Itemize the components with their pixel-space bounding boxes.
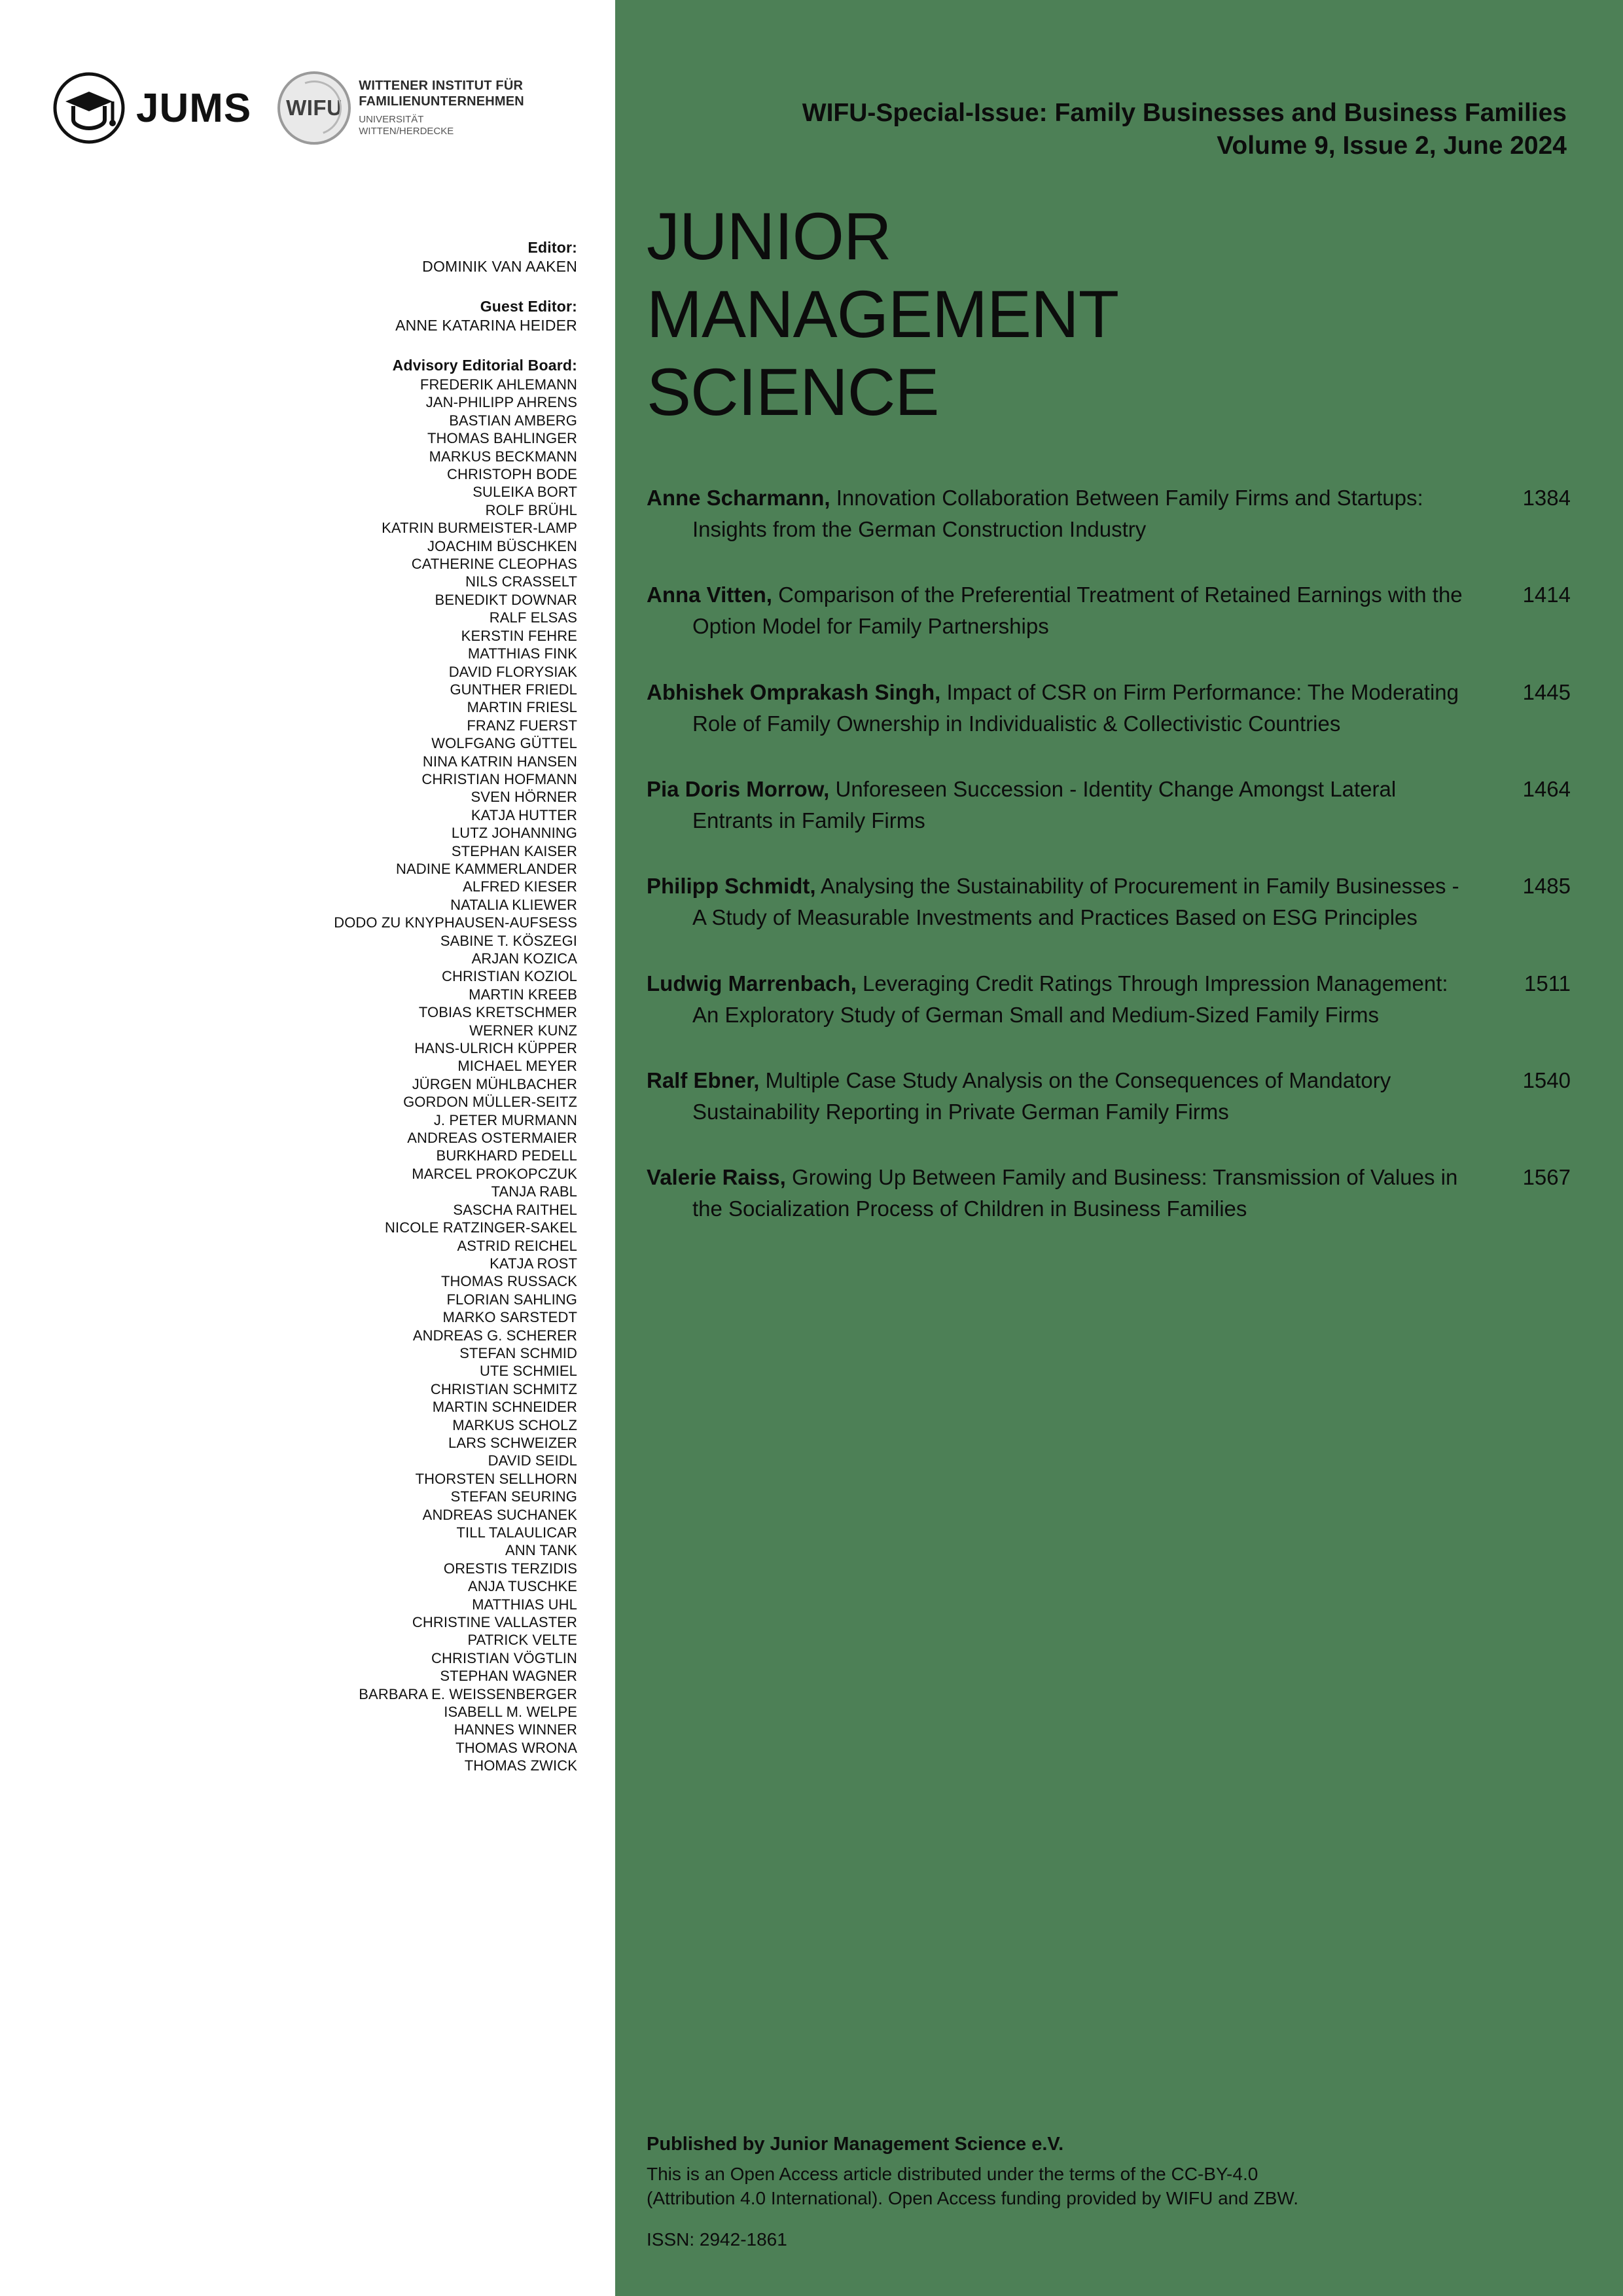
toc-entry-title: Innovation Collaboration Between Family Firms and Startups: Insights from the German Construction Industry [692,485,1423,542]
advisory-board-member: THORSTEN SELLHORN [415,1470,577,1487]
toc-entry-text [647,870,1492,933]
advisory-board-member: RALF ELSAS [489,609,577,626]
cover-footer [647,2134,1571,2250]
graduation-cap-icon [51,70,127,146]
wifu-line-4: WITTEN/HERDECKE [359,126,454,137]
advisory-board-member: GUNTHER FRIEDL [450,681,577,698]
table-of-contents [615,437,1623,1225]
toc-entry[interactable] [647,774,1571,836]
advisory-board-member: STEPHAN WAGNER [440,1668,577,1685]
toc-entry-text [647,677,1492,740]
journal-title-line-3: SCIENCE [647,354,939,429]
advisory-board-member: MARKUS BECKMANN [429,448,577,465]
advisory-board-member: MICHAEL MEYER [457,1058,577,1075]
toc-entry-title: Impact of CSR on Firm Performance: The Moderating Role of Family Ownership in Individualistic & Collectivistic Countries [692,679,1459,736]
advisory-board-member: JOACHIM BÜSCHKEN [427,537,577,554]
special-issue-title: WIFU-Special-Issue: Family Businesses and Business Families [802,99,1567,127]
editor-label: Editor: [527,239,577,256]
toc-entry-author: Ludwig Marrenbach, [647,971,857,996]
toc-entry[interactable] [647,579,1571,642]
advisory-board-member: THOMAS ZWICK [464,1757,577,1774]
advisory-board-member: CHRISTIAN VÖGTLIN [431,1649,577,1666]
advisory-board-member: PATRICK VELTE [467,1632,577,1649]
issn-line: ISSN: 2942-1861 [647,2229,787,2250]
toc-entry-page: 1567 [1522,1165,1571,1190]
advisory-board-member: SULEIKA BORT [473,484,577,501]
toc-entry-author: Anna Vitten, [647,583,772,607]
toc-entry-page: 1540 [1522,1067,1571,1092]
advisory-board-member: ANJA TUSCHKE [467,1578,577,1595]
toc-entry-author: Pia Doris Morrow, [647,776,830,801]
advisory-board-member: NATALIA KLIEWER [450,896,577,913]
advisory-board-member: JÜRGEN MÜHLBACHER [412,1075,577,1092]
advisory-board-member: CHRISTIAN HOFMANN [421,770,577,787]
advisory-board-member: KATJA HUTTER [471,806,577,823]
advisory-board-member: ORESTIS TERZIDIS [443,1560,577,1577]
toc-entry-text [647,1065,1492,1128]
advisory-board-member: DODO ZU KNYPHAUSEN-AUFSESS [334,914,577,931]
advisory-board-member: ANDREAS G. SCHERER [412,1327,577,1344]
advisory-board-member: SASCHA RAITHEL [453,1201,577,1218]
advisory-board-member: BURKHARD PEDELL [436,1147,577,1164]
advisory-board-member: HANS-ULRICH KÜPPER [414,1040,577,1057]
advisory-board-member: TANJA RABL [491,1183,577,1200]
toc-entry-text [647,968,1492,1031]
journal-title-line-1: JUNIOR [647,198,891,274]
advisory-board-member: KATRIN BURMEISTER-LAMP [382,520,577,537]
wifu-line-3: UNIVERSITÄT [359,114,424,126]
advisory-board-member: STEFAN SEURING [450,1488,577,1505]
toc-entry-author: Anne Scharmann, [647,485,830,510]
toc-entry-title: Multiple Case Study Analysis on the Consequences of Mandatory Sustainability Reporting in Private German Family Firms [692,1067,1391,1124]
toc-entry-author: Valerie Raiss, [647,1165,786,1190]
toc-entry-page: 1464 [1522,776,1571,801]
advisory-board-member: MARTIN SCHNEIDER [432,1399,577,1416]
advisory-board-member: THOMAS BAHLINGER [427,430,577,447]
toc-entry-page: 1511 [1524,971,1571,996]
wifu-circle-icon [277,71,351,145]
toc-entry-title: Leveraging Credit Ratings Through Impression Management: An Exploratory Study of German Small and Medium-Sized Family Firms [692,971,1448,1027]
advisory-board-member: KERSTIN FEHRE [461,627,577,644]
issue-header [615,0,1623,162]
advisory-board-member: GORDON MÜLLER-SEITZ [403,1094,577,1111]
open-access-line-2: (Attribution 4.0 International). Open Access funding provided by WIFU and ZBW. [647,2188,1299,2209]
toc-entry-page: 1445 [1522,679,1571,704]
jums-wordmark: JUMS [136,85,252,131]
toc-entry-page: 1485 [1522,874,1571,899]
advisory-board-member: THOMAS WRONA [455,1739,577,1756]
advisory-board-member: BARBARA E. WEISSENBERGER [359,1685,577,1702]
toc-entry-text [647,1162,1492,1225]
advisory-board-member: FREDERIK AHLEMANN [419,376,577,393]
toc-entry-author: Abhishek Omprakash Singh, [647,679,941,704]
toc-entry[interactable] [647,870,1571,933]
open-access-line-1: This is an Open Access article distributed under the terms of the CC-BY-4.0 [647,2163,1258,2184]
advisory-board-member: THOMAS RUSSACK [441,1273,577,1290]
toc-entry-page: 1414 [1522,583,1571,607]
toc-entry[interactable] [647,1065,1571,1128]
wifu-mark-label: WIFU [286,96,343,120]
wifu-logo [277,71,524,145]
advisory-board-member: MARKUS SCHOLZ [452,1416,577,1433]
toc-entry[interactable] [647,677,1571,740]
toc-entry-page: 1384 [1522,485,1571,510]
advisory-board-member: NICOLE RATZINGER-SAKEL [385,1219,577,1236]
journal-title-line-2: MANAGEMENT [647,276,1119,351]
advisory-board-member: CATHERINE CLEOPHAS [411,556,577,573]
toc-entry-title: Comparison of the Preferential Treatment of Retained Earnings with the Option Model for Family Partnerships [692,583,1463,639]
advisory-board-member: ISABELL M. WELPE [444,1704,577,1721]
wifu-institute-text [359,79,524,137]
advisory-board-member: ANN TANK [505,1542,577,1559]
advisory-board-member: J. PETER MURMANN [433,1111,577,1128]
guest-editor-label: Guest Editor: [480,298,577,315]
advisory-board-member: WERNER KUNZ [469,1022,577,1039]
advisory-board-member: FLORIAN SAHLING [446,1291,577,1308]
advisory-board-member: WOLFGANG GÜTTEL [431,735,577,752]
wifu-line-2: FAMILIENUNTERNEHMEN [359,94,524,109]
toc-entry-title: Unforeseen Succession - Identity Change Amongst Lateral Entrants in Family Firms [692,776,1397,833]
volume-issue-line: Volume 9, Issue 2, June 2024 [1217,131,1567,160]
advisory-board-member: ANDREAS SUCHANEK [422,1506,577,1523]
advisory-board-member: MARTIN KREEB [469,986,577,1003]
editor-name: DOMINIK VAN AAKEN [422,258,577,275]
jums-logo [51,70,251,146]
advisory-board-member: ROLF BRÜHL [485,501,577,518]
advisory-board-member: MARTIN FRIESL [467,699,577,716]
toc-entry-text [647,579,1492,642]
advisory-board-member: LARS SCHWEIZER [448,1434,577,1451]
advisory-board-member: MARKO SARSTEDT [442,1309,577,1326]
advisory-board-member: NILS CRASSELT [465,573,577,590]
advisory-board-member: ARJAN KOZICA [471,950,577,967]
advisory-board-member: MATTHIAS UHL [472,1596,577,1613]
advisory-board-member: DAVID FLORYSIAK [448,663,577,680]
toc-entry-author: Philipp Schmidt, [647,874,816,899]
logo-row [0,0,615,170]
advisory-board-member: UTE SCHMIEL [479,1363,577,1380]
toc-entry-author: Ralf Ebner, [647,1067,760,1092]
advisory-board-member: ANDREAS OSTERMAIER [407,1130,577,1147]
advisory-board-member: CHRISTIAN SCHMITZ [430,1380,577,1397]
journal-title [615,162,1623,429]
advisory-board-member: BASTIAN AMBERG [449,412,577,429]
advisory-board-member: MARCEL PROKOPCZUK [412,1165,577,1182]
toc-entry[interactable] [647,482,1571,545]
advisory-board-member: TOBIAS KRETSCHMER [418,1004,577,1021]
advisory-board-member: STEFAN SCHMID [459,1344,577,1361]
advisory-board-member: NINA KATRIN HANSEN [422,753,577,770]
advisory-board-member: CHRISTINE VALLASTER [412,1614,577,1631]
advisory-board-member: STEPHAN KAISER [451,842,577,859]
advisory-board-member: KATJA ROST [490,1255,577,1272]
advisory-board-member: TILL TALAULICAR [456,1524,577,1541]
advisory-board-member: BENEDIKT DOWNAR [435,591,577,608]
advisory-board-member: ALFRED KIESER [463,878,577,895]
advisory-board-member: JAN-PHILIPP AHRENS [425,394,577,411]
toc-entry-text [647,774,1492,836]
advisory-board-member: NADINE KAMMERLANDER [396,860,577,877]
advisory-board-list [0,376,615,1775]
masthead-column [0,0,615,2296]
advisory-board-label: Advisory Editorial Board: [392,357,577,374]
advisory-board-member: ASTRID REICHEL [457,1237,577,1254]
advisory-board-member: FRANZ FUERST [467,717,577,734]
editor-block [0,239,615,374]
cover-panel [615,0,1623,2296]
publisher-line: Published by Junior Management Science e.V. [647,2133,1064,2155]
toc-entry-title: Analysing the Sustainability of Procurement in Family Businesses - A Study of Measurable Investments and Practices Based on ESG Principles [692,874,1459,930]
advisory-board-member: CHRISTIAN KOZIOL [442,968,577,985]
toc-entry-text [647,482,1492,545]
toc-entry-title: Growing Up Between Family and Business: Transmission of Values in the Socialization Process of Children in Business Families [692,1165,1458,1221]
advisory-board-member: DAVID SEIDL [488,1452,577,1469]
advisory-board-member: SVEN HÖRNER [471,789,577,806]
wifu-line-1: WITTENER INSTITUT FÜR [359,79,524,94]
advisory-board-member: MATTHIAS FINK [467,645,577,662]
advisory-board-member: LUTZ JOHANNING [451,825,577,842]
advisory-board-member: CHRISTOPH BODE [446,466,577,483]
advisory-board-member: HANNES WINNER [454,1721,577,1738]
toc-entry[interactable] [647,968,1571,1031]
guest-editor-name: ANNE KATARINA HEIDER [395,317,577,334]
toc-entry[interactable] [647,1162,1571,1225]
advisory-board-member: SABINE T. KÖSZEGI [440,932,577,949]
